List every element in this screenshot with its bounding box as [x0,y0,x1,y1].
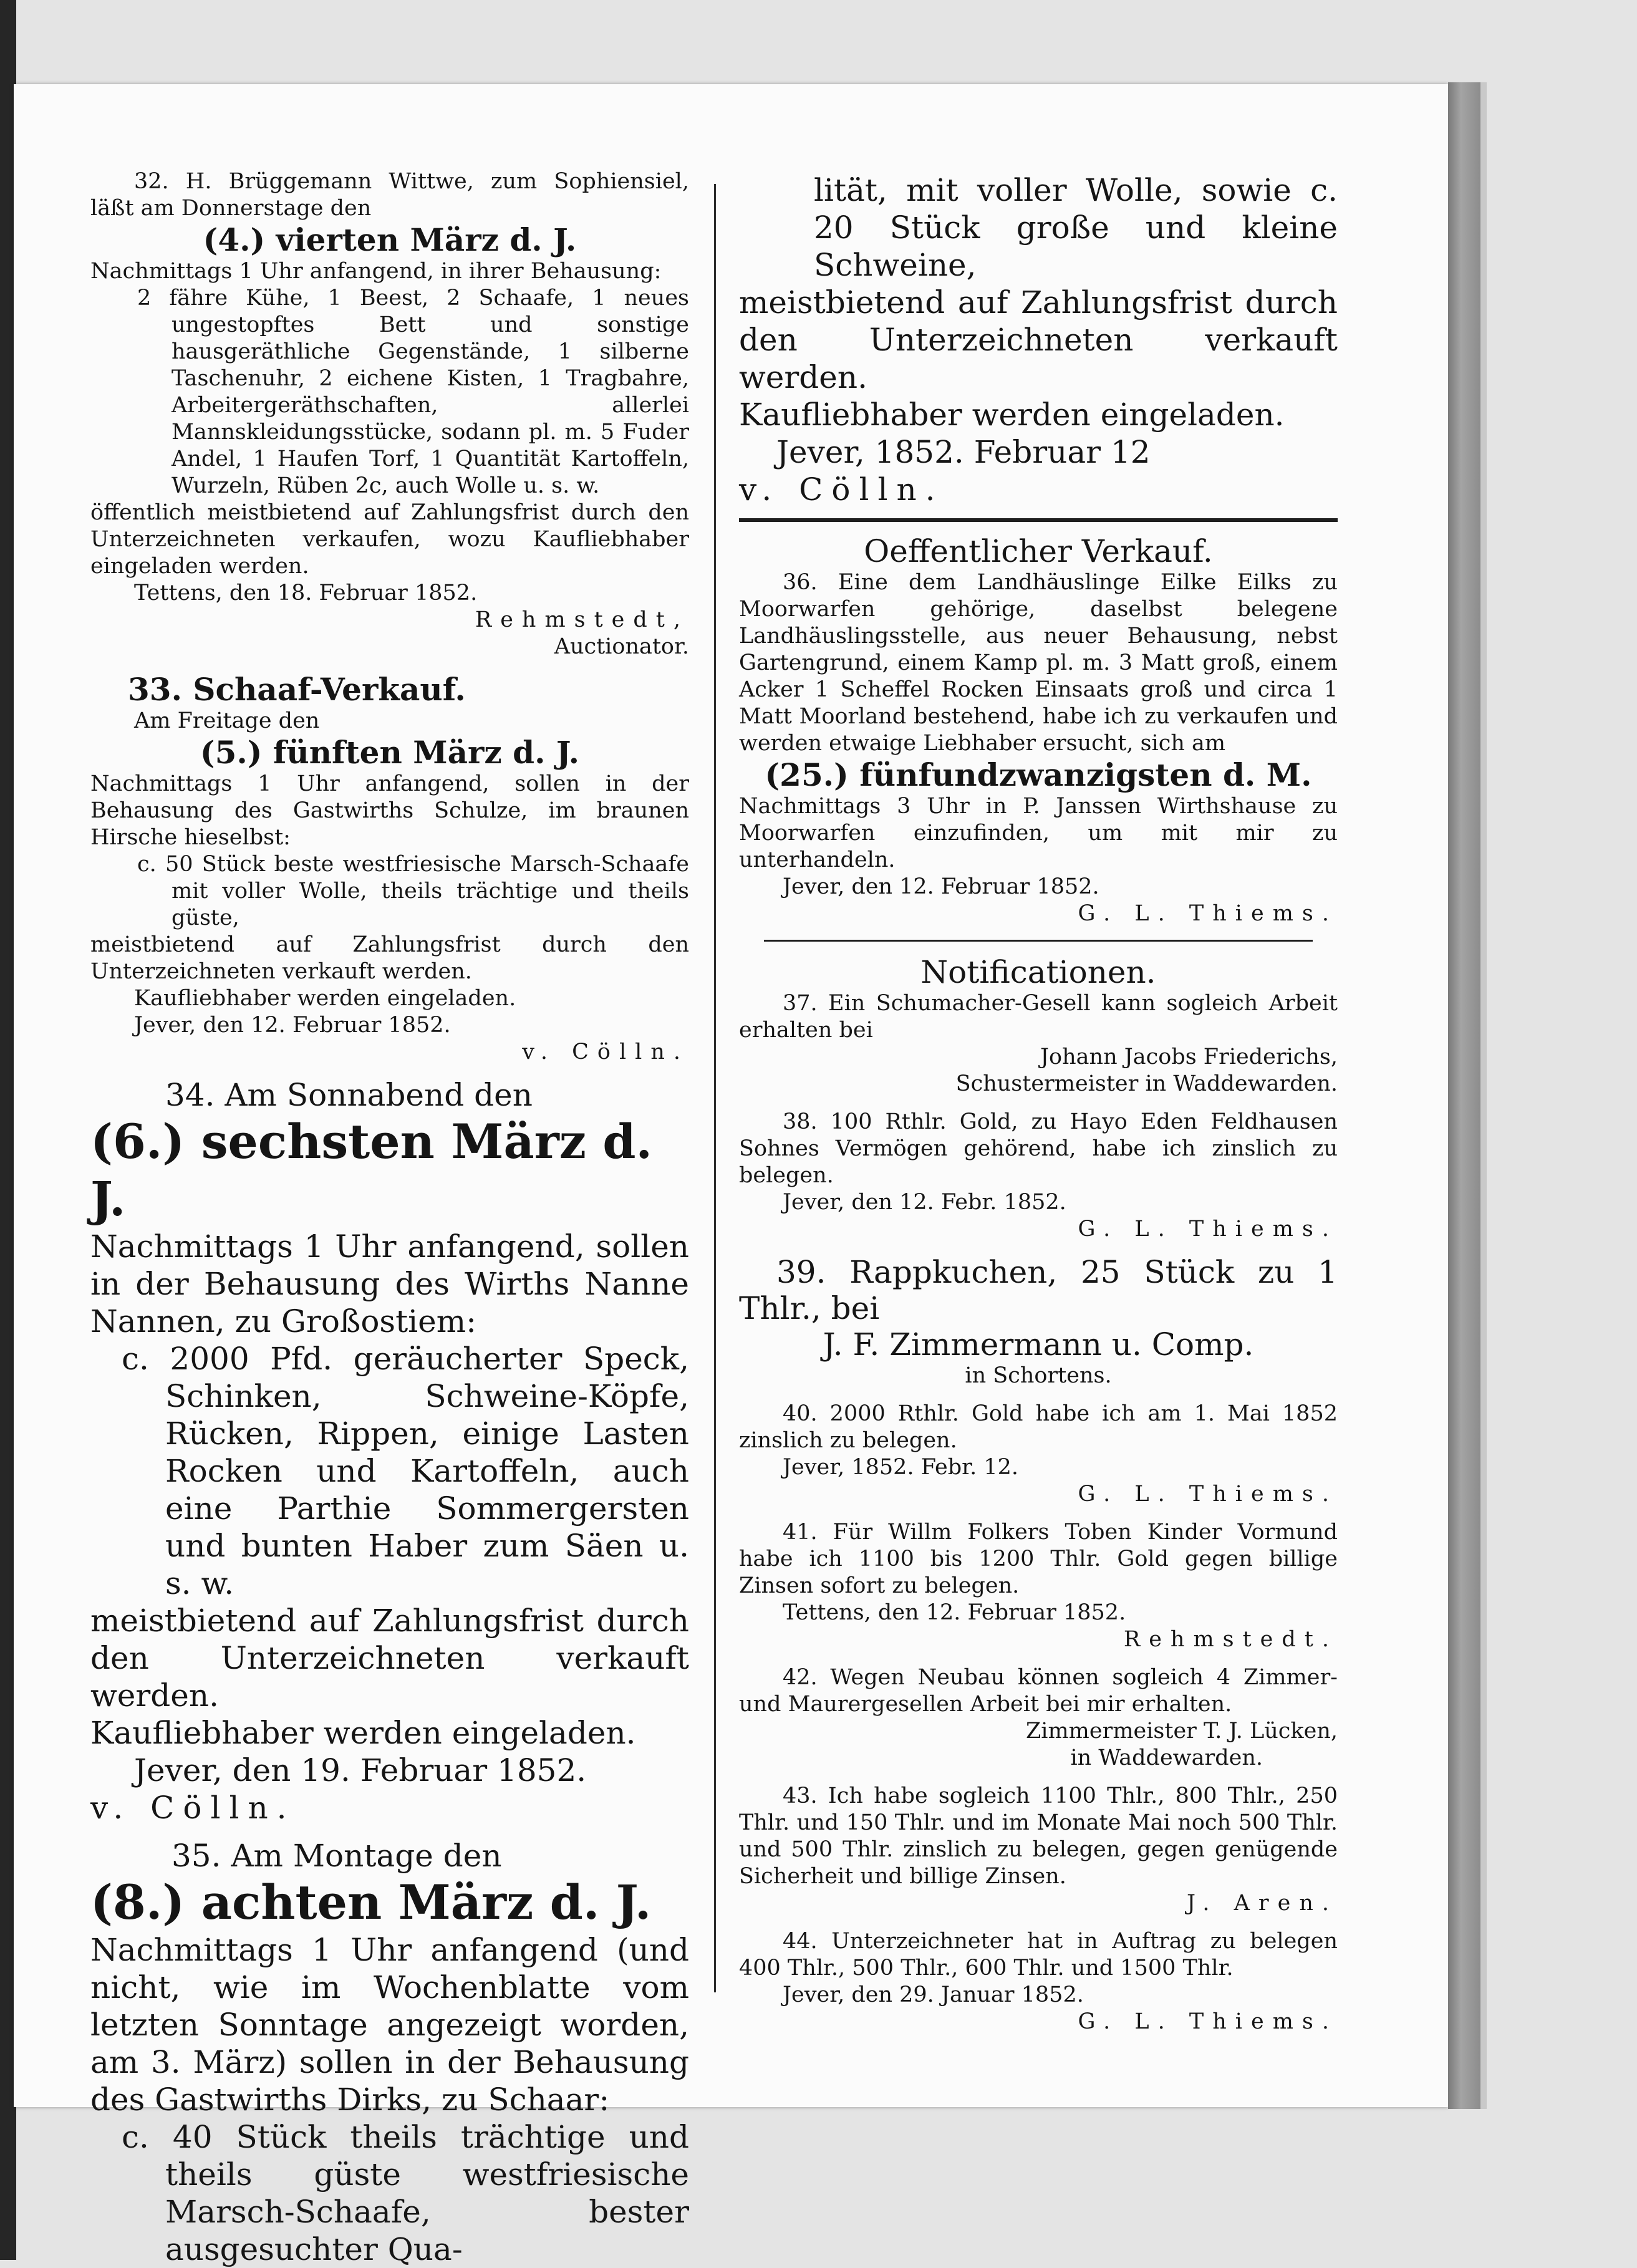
ad-time: Nachmittags 1 Uhr anfangend (und nicht, wie im Wochenblatte vom letzten Sonntage angezeigt worden, am 3. März) sollen in der Behausung des Gastwirths Dirks, zu Schaar: [90,1932,689,2118]
notice-place-date: Jever, den 12. Febr. 1852. [783,1190,1066,1215]
notice-firm: J. F. Zimmermann u. Comp. [823,1326,1254,1363]
ad-signer: v. Cölln. [90,1790,296,1826]
notification-44 [739,1928,1338,2035]
ad-signer: G. L. Thiems. [1078,901,1338,926]
ad-time: Nachmittags 3 Uhr in P. Janssen Wirthshause zu Moorwarfen einzufinden, um mit mir zu unterhandeln. [739,794,1338,872]
ad-place-date: Jever, 1852. Februar 12 [776,434,1151,470]
ad-time: Nachmittags 1 Uhr anfangend, sollen in der Behausung des Wirths Nanne Nannen, zu Großostiem: [90,1228,689,1339]
ad-place-date: Jever, den 19. Februar 1852. [134,1752,587,1788]
ad-intro: 32. H. Brüggemann Wittwe, zum Sophiensiel, läßt am Donnerstage den [90,169,689,221]
notice-place-date: Tettens, den 12. Februar 1852. [783,1600,1126,1625]
notice-signer: J. Aren. [1187,1891,1338,1916]
announcement-33 [90,672,689,1066]
ad-body: öffentlich meistbietend auf Zahlungsfrist durch den Unterzeichneten verkaufen, wozu Kaufliebhaber eingeladen werden. [90,500,689,579]
ad-intro: 35. Am Montage den [171,1838,502,1874]
ad-heading: Oeffentlicher Verkauf. [864,533,1213,569]
notice-place-date: Jever, den 29. Januar 1852. [783,1982,1084,2007]
notice-place: in Schortens. [965,1363,1112,1388]
notice-body: 37. Ein Schumacher-Gesell kann sogleich Arbeit erhalten bei [739,991,1338,1043]
ad-items: c. 50 Stück beste westfriesische Marsch-Schaafe mit voller Wolle, theils trächtige und theils güste, [137,852,689,930]
section-rule [739,518,1338,522]
notice-body: 42. Wegen Neubau können sogleich 4 Zimmer- und Maurergesellen Arbeit bei mir erhalten. [739,1665,1338,1717]
notification-38 [739,1109,1338,1243]
ad-invite: Kaufliebhaber werden eingeladen. [739,397,1285,433]
page-stack-edge [1480,82,1487,2109]
notice-body: 38. 100 Rthlr. Gold, zu Hayo Eden Feldhausen Sohnes Vermögen gehörend, habe ich zinslich zu belegen. [739,1109,1338,1188]
book-cover-edge [1448,82,1480,2109]
notice-body: 41. Für Willm Folkers Toben Kinder Vormund habe ich 1100 bis 1200 Thlr. Gold gegen billige Zinsen sofort zu belegen. [739,1520,1338,1598]
notification-42 [739,1664,1338,1772]
ad-items: c. 2000 Pfd. geräucherter Speck, Schinken, Schweine-Köpfe, Rücken, Rippen, einige Lasten Rocken und Kartoffeln, auch eine Parthie Sommergersten und bunten Haber zum Säen u. s. w. [122,1341,689,1601]
notifications-heading: Notificationen. [920,954,1156,990]
announcement-36 [739,533,1338,927]
notification-37 [739,990,1338,1098]
ad-signer-title: Auctionator. [554,634,689,659]
notice-signer: G. L. Thiems. [1078,1217,1338,1242]
notice-place-date: Jever, 1852. Febr. 12. [783,1455,1018,1480]
notice-name: Johann Jacobs Friederichs, [1040,1045,1338,1069]
ad-time: Nachmittags 1 Uhr anfangend, in ihrer Behausung: [90,259,662,284]
notification-39 [739,1254,1338,1389]
notice-name: Zimmermeister T. J. Lücken, [1025,1719,1338,1744]
notification-43 [739,1783,1338,1917]
notice-body: 43. Ich habe sogleich 1100 Thlr., 800 Thlr., 250 Thlr. und 150 Thlr. und im Monate Mai noch 500 Thlr. und 500 Thlr. zinslich zu belegen, gegen genügende Sicherheit und billige Zinsen. [739,1783,1338,1889]
ad-date-heading: (25.) fünfundzwanzigsten d. M. [765,756,1312,793]
notice-body: 40. 2000 Rthlr. Gold habe ich am 1. Mai 1852 zinslich zu belegen. [739,1401,1338,1453]
notification-41 [739,1519,1338,1653]
ad-place-date: Jever, den 12. Februar 1852. [783,874,1099,899]
ad-heading: 33. Schaaf-Verkauf. [128,671,466,708]
ad-place-date: Tettens, den 18. Februar 1852. [134,581,478,606]
ad-body: meistbietend auf Zahlungsfrist durch den Unterzeichneten verkauft werden. [739,284,1338,395]
ad-date-heading: (6.) sechsten März d. J. [90,1114,652,1227]
ad-signer: v. Cölln. [739,471,944,508]
ad-invite: Kaufliebhaber werden eingeladen. [90,1715,636,1751]
ad-body: 36. Eine dem Landhäuslinge Eilke Eilks zu Moorwarfen gehörige, daselbst belegene Landhäuslingsstelle, aus neuer Behausung, nebst Gartengrund, einem Kamp pl. m. 3 Matt groß, einem Acker 1 Scheffel Rocken Einsaats groß und circa 1 Matt Moorland bestehend, habe ich zu verkaufen und werden etwaige Liebhaber ersucht, sich am [739,570,1338,756]
notice-signer: G. L. Thiems. [1078,1482,1338,1507]
notification-40 [739,1401,1338,1508]
ad-date-heading: (4.) vierten März d. J. [203,221,577,258]
announcement-35 [90,1838,689,2268]
column-divider [714,184,716,1992]
ad-intro: 34. Am Sonnabend den [165,1077,533,1113]
left-column [90,168,689,2268]
ad-date-heading: (5.) fünften März d. J. [200,734,580,771]
ad-body: meistbietend auf Zahlungsfrist durch den Unterzeichneten verkauft werden. [90,932,689,984]
announcement-35-continued [739,171,1338,508]
ad-signer: v. Cölln. [522,1040,689,1064]
ad-items: c. 40 Stück theils trächtige und theils güste westfriesische Marsch-Schaafe, bester ausgesuchter Qua- [122,2119,689,2267]
announcement-34 [90,1077,689,1826]
ad-intro: Am Freitage den [134,708,320,733]
ad-date-heading: (8.) achten März d. J. [90,1875,652,1930]
notice-place: in Waddewarden. [1070,1745,1263,1770]
notice-body: 44. Unterzeichneter hat in Auftrag zu belegen 400 Thlr., 500 Thlr., 600 Thlr. und 1500 Thlr. [739,1929,1338,1981]
notice-body: 39. Rappkuchen, 25 Stück zu 1 Thlr., bei [739,1254,1338,1326]
notice-signer: Rehmstedt. [1123,1627,1338,1652]
right-column [739,171,1338,2035]
announcement-32 [90,168,689,660]
notice-title: Schustermeister in Waddewarden. [955,1071,1338,1096]
ad-invite: Kaufliebhaber werden eingeladen. [134,986,516,1011]
ad-items: 2 fähre Kühe, 1 Beest, 2 Schaafe, 1 neues ungestopftes Bett und sonstige hausgeräthliche Gegenstände, 1 silberne Taschenuhr, 2 eichene Kisten, 1 Tragbahre, Arbeitergeräthschaften, allerlei Mannskleidungsstücke, sodann pl. m. 5 Fuder Andel, 1 Haufen Torf, 1 Quantität Kartoffeln, Wurzeln, Rüben 2c, auch Wolle u. s. w. [137,286,689,498]
ad-body: meistbietend auf Zahlungsfrist durch den Unterzeichneten verkauft werden. [90,1603,689,1714]
ad-time: Nachmittags 1 Uhr anfangend, sollen in der Behausung des Gastwirths Schulze, im braunen Hirsche hieselbst: [90,771,689,850]
ad-place-date: Jever, den 12. Februar 1852. [134,1013,451,1038]
notice-signer: G. L. Thiems. [1078,2009,1338,2034]
ad-items: lität, mit voller Wolle, sowie c. 20 Stück große und kleine Schweine, [814,172,1338,283]
ad-signer: Rehmstedt, [475,607,689,632]
section-rule [764,940,1313,942]
